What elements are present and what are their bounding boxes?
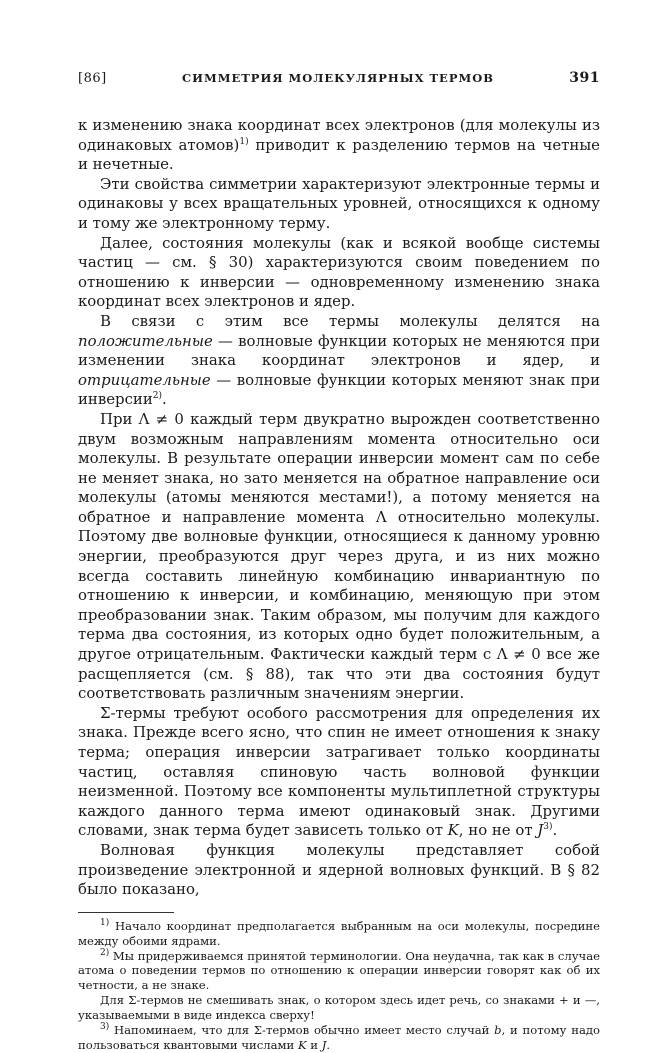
footnote-3-end: . [326,1038,331,1052]
book-page [78,70,600,1053]
page-number: 391 [569,70,600,86]
p1-text: к изменению знака координат всех электронов (для молекулы из одинаковых атомов) [78,116,600,154]
p6-end: . [552,821,558,840]
footnote-1-text: Начало координат предполагается выбранным на оси молекулы, посредине между обоими ядрами. [78,918,600,948]
running-header [78,70,600,92]
footnotes [78,919,600,1053]
footnote-ref-3: 3) [543,822,553,833]
footnote-separator [78,912,174,913]
p1-end: приводит к разделению термов на четные и нечетные. [78,135,600,174]
fn-symbol-J: J [321,1038,327,1052]
p6-b: , но не от [458,821,538,840]
footnote-3-c: , и потому надо пользоваться квантовыми числами [78,1023,600,1052]
fn-symbol-K: K [297,1038,307,1052]
footnote-3-a: Напоминаем, что для Σ-термов обычно имеет место случай [109,1023,495,1038]
p4-b: — волновые функции которых не меняются при изменении знака координат электронов и ядер, и [78,331,600,370]
paragraph-6 [78,704,600,841]
main-text [78,116,600,900]
footnote-2-continued: Для Σ-термов не смешивать знак, о котором здесь идет речь, со знаками + и —, указываемыми в виде индекса сверху! [78,993,600,1023]
paragraph-2: Эти свойства симметрии характеризуют электронные термы и одинаковы у всех вращательных уровней, относящихся к одному и тому же электронному терму. [78,174,600,232]
case-b: b [494,1023,502,1038]
footnote-mark-2: 2) [100,947,110,958]
footnote-3 [78,1023,600,1053]
footnote-ref-2: 2) [152,391,163,402]
paragraph-4 [78,312,600,410]
footnote-mark-1: 1) [100,917,110,928]
footnote-ref-1: 1) [239,136,249,147]
section-number: [86] [78,71,107,86]
footnote-2-text: Мы придерживаемся принятой терминологии. Она неудачна, так как в случае атома о поведении термов по отношению к операции инверсии говорят как об их четности, а не знаке. [78,948,600,993]
running-title: СИММЕТРИЯ МОЛЕКУЛЯРНЫХ ТЕРМОВ [182,71,494,85]
p6-a: Σ-термы требуют особого рассмотрения для определения их знака. Прежде всего ясно, что спин не имеет отношения к знаку терма; операция инверсии затрагивает только координаты частиц, оставляя спиновую часть волновой функции неизменной. Поэтому все компоненты мультиплетной структуры каждого данного терма имеют одинаковый знак. Другими словами, знак терма будет зависеть только от [78,703,600,840]
footnote-mark-3: 3) [100,1022,110,1033]
symbol-J: J [537,821,544,840]
term-negative: отрицательные [78,370,211,389]
footnote-1 [78,919,600,949]
paragraph-7: Волновая функция молекулы представляет собой произведение электронной и ядерной волновых функций. В § 82 было показано, [78,840,600,899]
p4-c: — волновые функции которых меняют знак при инверсии [78,370,600,409]
symbol-K: K [447,821,459,840]
footnote-2 [78,949,600,994]
p4-a: В связи с этим все термы молекулы делятся на [100,311,600,330]
paragraph-5: При Λ ≠ 0 каждый терм двукратно вырожден соответственно двум возможным направлениям момента относительно оси молекулы. В результате операции инверсии момент сам по себе не меняет знака, но зато меняется на обратное направление оси молекулы (атомы меняются местами!), а потому меняется на обратное и направление момента Λ относительно молекулы. Поэтому две волновые функции, относящиеся к данному уровню энергии, преобразуются друг через друга, и из них можно всегда составить линейную комбинацию инвариантную по отношению к инверсии, и комбинацию, меняющую при этом преобразовании знак. Таким образом, мы получим для каждого терма два состояния, из которых одно будет положительным, а другое отрицательным. Фактически каждый терм с Λ ≠ 0 все же расщепляется (см. § 88), так что эти два состояния будут соответствовать различным значениям энергии. [78,409,600,703]
paragraph-3: Далее, состояния молекулы (как и всякой вообще системы частиц — см. § 30) характеризуются своим поведением по отношению к инверсии — одновременному изменению знака координат всех электронов и ядер. [78,233,600,311]
fn-and: и [306,1038,322,1052]
p4-end: . [162,390,167,409]
paragraph-1 [78,116,600,175]
term-positive: положительные [78,331,213,350]
